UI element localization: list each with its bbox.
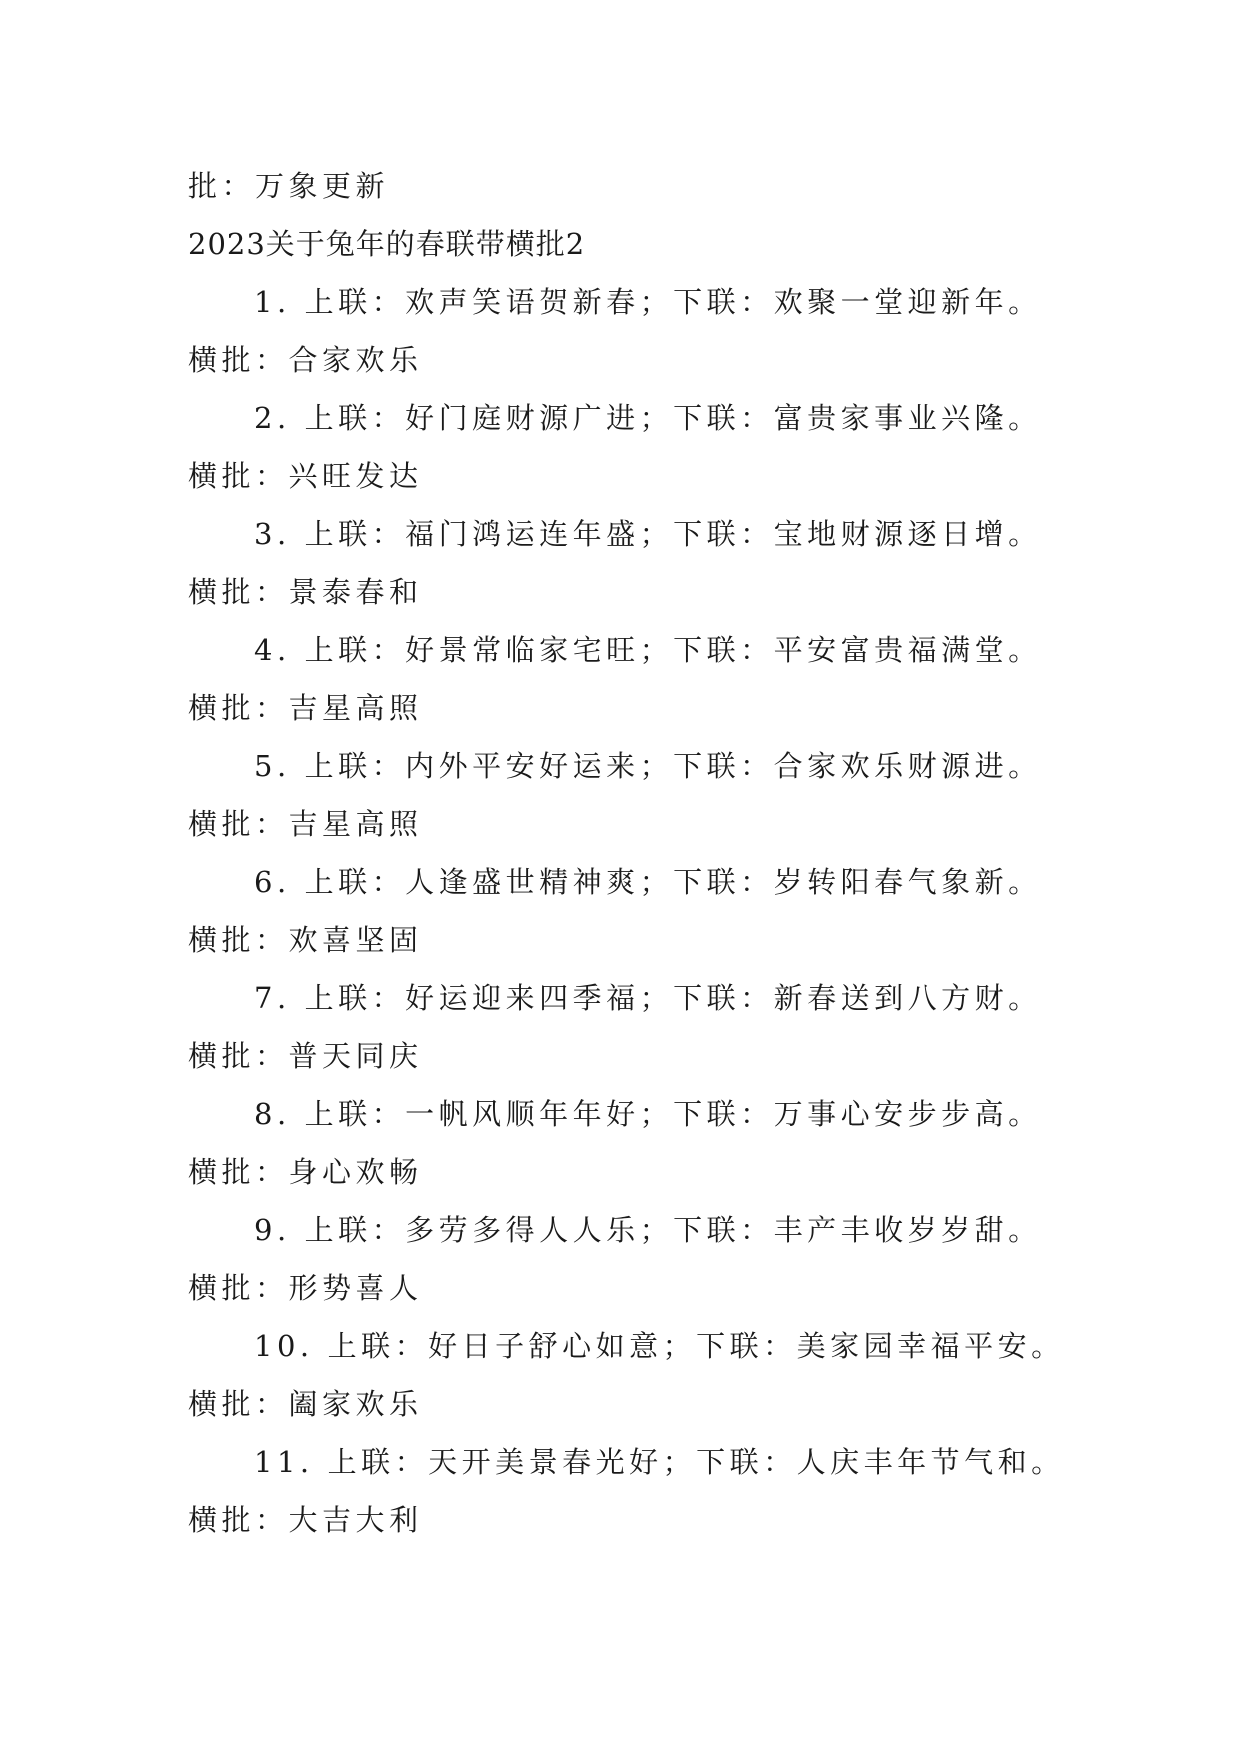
item-number: 3. (254, 517, 291, 551)
list-item (188, 505, 1068, 621)
banner-line: 横批：景泰春和 (188, 575, 423, 609)
couplet-text: 上联：内外平安好运来；下联：合家欢乐财源进。 (304, 749, 1042, 783)
item-number: 2. (254, 401, 291, 435)
list-item (188, 273, 1068, 389)
document-body (188, 157, 1068, 1549)
couplet-line (188, 273, 1068, 331)
banner-line: 横批：身心欢畅 (188, 1155, 423, 1189)
couplet-text: 上联：人逢盛世精神爽；下联：岁转阳春气象新。 (304, 865, 1042, 899)
section-heading: 2023关于兔年的春联带横批2 (188, 227, 586, 261)
couplet-text: 上联：福门鸿运连年盛；下联：宝地财源逐日增。 (304, 517, 1042, 551)
list-item (188, 737, 1068, 853)
couplet-text: 上联：欢声笑语贺新春；下联：欢聚一堂迎新年。 (304, 285, 1042, 319)
banner-line: 横批：吉星高照 (188, 691, 423, 725)
item-number: 6. (254, 865, 291, 899)
banner-line: 横批：大吉大利 (188, 1503, 423, 1537)
item-number: 7. (254, 981, 291, 1015)
couplet-line (188, 389, 1068, 447)
couplet-text: 上联：好门庭财源广进；下联：富贵家事业兴隆。 (304, 401, 1042, 435)
item-number: 11. (254, 1445, 314, 1479)
couplet-line (188, 969, 1068, 1027)
item-number: 9. (254, 1213, 291, 1247)
banner-line: 横批：普天同庆 (188, 1039, 423, 1073)
couplet-line (188, 853, 1068, 911)
couplet-line (188, 621, 1068, 679)
couplet-list (188, 273, 1068, 1549)
item-number: 8. (254, 1097, 291, 1131)
continuation-line: 批：万象更新 (188, 169, 390, 203)
couplet-text: 上联：好景常临家宅旺；下联：平安富贵福满堂。 (304, 633, 1042, 667)
banner-line: 横批：欢喜坚固 (188, 923, 423, 957)
couplet-line (188, 1433, 1068, 1491)
couplet-text: 上联：一帆风顺年年好；下联：万事心安步步高。 (304, 1097, 1042, 1131)
banner-line: 横批：阖家欢乐 (188, 1387, 423, 1421)
banner-line: 横批：吉星高照 (188, 807, 423, 841)
couplet-text: 上联：好运迎来四季福；下联：新春送到八方财。 (304, 981, 1042, 1015)
list-item (188, 1201, 1068, 1317)
item-number: 4. (254, 633, 291, 667)
list-item (188, 853, 1068, 969)
couplet-line (188, 1201, 1068, 1259)
item-number: 10. (254, 1329, 314, 1363)
couplet-line (188, 505, 1068, 563)
couplet-text: 上联：好日子舒心如意；下联：美家园幸福平安。 (327, 1329, 1065, 1363)
item-number: 5. (254, 749, 291, 783)
couplet-line (188, 1317, 1068, 1375)
list-item (188, 1317, 1068, 1433)
couplet-line (188, 1085, 1068, 1143)
banner-line: 横批：合家欢乐 (188, 343, 423, 377)
couplet-line (188, 737, 1068, 795)
couplet-text: 上联：天开美景春光好；下联：人庆丰年节气和。 (327, 1445, 1065, 1479)
list-item (188, 969, 1068, 1085)
banner-line: 横批：形势喜人 (188, 1271, 423, 1305)
list-item (188, 621, 1068, 737)
couplet-text: 上联：多劳多得人人乐；下联：丰产丰收岁岁甜。 (304, 1213, 1042, 1247)
banner-line: 横批：兴旺发达 (188, 459, 423, 493)
list-item (188, 389, 1068, 505)
list-item (188, 1433, 1068, 1549)
list-item (188, 1085, 1068, 1201)
item-number: 1. (254, 285, 291, 319)
